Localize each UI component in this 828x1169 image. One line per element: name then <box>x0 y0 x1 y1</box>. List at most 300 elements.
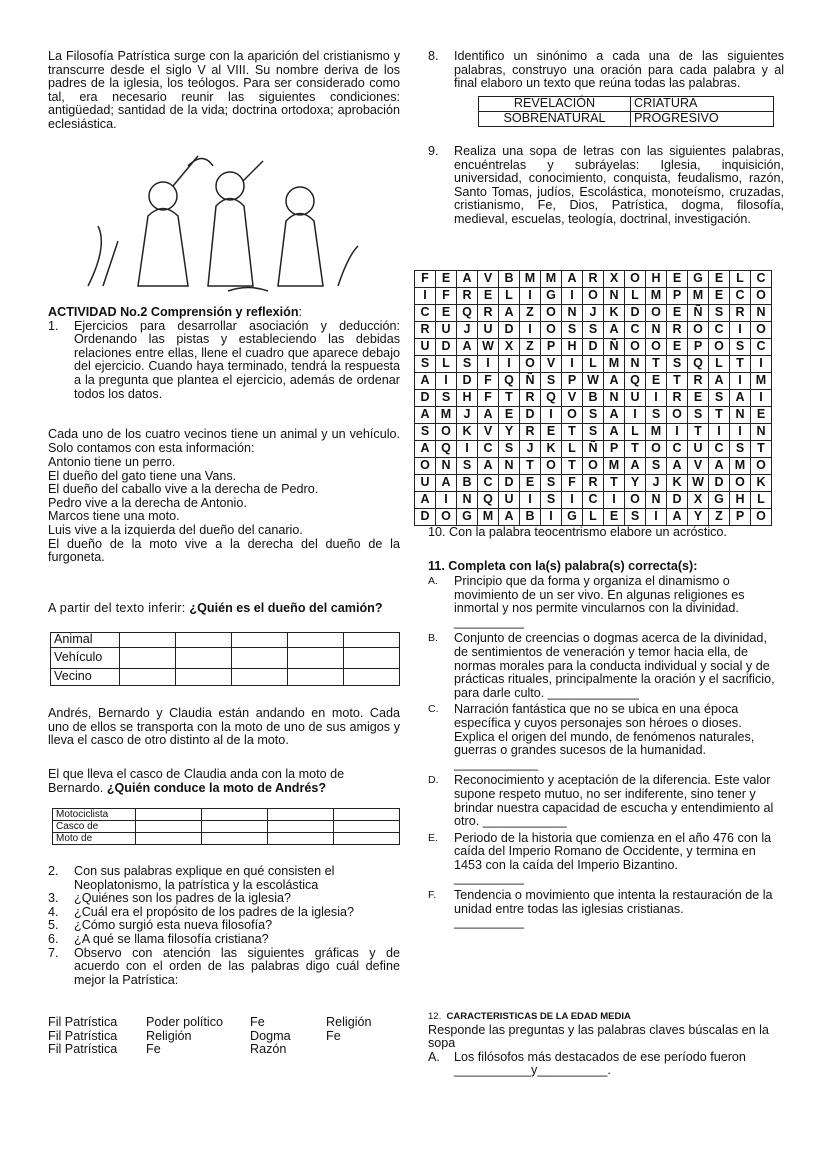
grid-letter[interactable]: A <box>499 509 520 526</box>
grid-letter[interactable]: L <box>730 271 751 288</box>
grid-letter[interactable]: X <box>688 492 709 509</box>
grid-letter[interactable]: U <box>415 475 436 492</box>
grid-letter[interactable]: D <box>457 373 478 390</box>
grid-letter[interactable]: M <box>604 356 625 373</box>
grid-letter[interactable]: G <box>562 509 583 526</box>
puzzle-intro: Cada uno de los cuatro vecinos tiene un animal y un vehículo. Solo contamos con esta información: <box>48 427 400 455</box>
grid-letter[interactable]: D <box>415 509 436 526</box>
grid-letter[interactable]: S <box>625 509 646 526</box>
grid-letter[interactable]: I <box>625 407 646 424</box>
grid-letter[interactable]: U <box>415 339 436 356</box>
grid-letter[interactable]: O <box>688 322 709 339</box>
cell[interactable] <box>176 648 232 669</box>
q-text: ¿Cómo surgió esta nueva filosofía? <box>74 918 273 933</box>
grid-letter[interactable]: D <box>520 407 541 424</box>
grid-letter[interactable]: R <box>730 305 751 322</box>
grid-letter[interactable]: O <box>541 305 562 322</box>
grid-letter[interactable]: P <box>667 288 688 305</box>
grid-letter[interactable]: Q <box>436 441 457 458</box>
grid-letter[interactable]: A <box>604 407 625 424</box>
cell[interactable] <box>232 669 288 686</box>
grid-letter[interactable]: T <box>520 458 541 475</box>
answer-blank[interactable]: ____________ <box>454 756 539 771</box>
grid-letter[interactable]: E <box>709 271 730 288</box>
grid-letter[interactable]: A <box>415 373 436 390</box>
grid-letter[interactable]: L <box>583 509 604 526</box>
grid-letter[interactable]: T <box>667 373 688 390</box>
grid-letter[interactable]: O <box>625 492 646 509</box>
grid-letter[interactable]: O <box>583 458 604 475</box>
cell[interactable] <box>268 821 334 833</box>
grid-letter[interactable]: M <box>604 458 625 475</box>
grid-letter[interactable]: E <box>541 424 562 441</box>
grid-letter[interactable]: N <box>646 322 667 339</box>
grid-letter[interactable]: C <box>415 305 436 322</box>
grid-letter[interactable]: E <box>751 407 772 424</box>
cell[interactable] <box>120 633 176 648</box>
grid-letter[interactable]: K <box>457 424 478 441</box>
grid-letter[interactable]: S <box>730 339 751 356</box>
grid-letter[interactable]: I <box>730 373 751 390</box>
grid-letter[interactable]: C <box>625 322 646 339</box>
grid-letter[interactable]: E <box>688 390 709 407</box>
grid-letter[interactable]: R <box>667 390 688 407</box>
grid-letter[interactable]: A <box>667 509 688 526</box>
grid-letter[interactable]: T <box>499 390 520 407</box>
grid-letter[interactable]: R <box>478 305 499 322</box>
grid-letter[interactable]: M <box>646 424 667 441</box>
grid-letter[interactable]: S <box>646 458 667 475</box>
grid-letter[interactable]: Y <box>625 475 646 492</box>
grid-letter[interactable]: R <box>520 424 541 441</box>
grid-letter[interactable]: A <box>436 475 457 492</box>
grid-letter[interactable]: T <box>646 356 667 373</box>
answer-blank[interactable]: ____________ <box>479 814 567 829</box>
grid-letter[interactable]: N <box>751 424 772 441</box>
grid-letter[interactable]: X <box>499 339 520 356</box>
grid-letter[interactable]: E <box>499 407 520 424</box>
grid-letter[interactable]: R <box>583 271 604 288</box>
answer-blank[interactable]: ___________y__________. <box>454 1063 611 1078</box>
grid-letter[interactable]: R <box>457 288 478 305</box>
grid-letter[interactable]: O <box>751 322 772 339</box>
grid-letter[interactable]: D <box>709 475 730 492</box>
grid-letter[interactable]: I <box>751 390 772 407</box>
grid-letter[interactable]: D <box>415 390 436 407</box>
grid-letter[interactable]: U <box>478 322 499 339</box>
grid-letter[interactable]: F <box>415 271 436 288</box>
grid-letter[interactable]: O <box>436 509 457 526</box>
grid-letter[interactable]: A <box>604 424 625 441</box>
grid-letter[interactable]: K <box>751 475 772 492</box>
grid-letter[interactable]: P <box>688 339 709 356</box>
grid-letter[interactable]: S <box>415 356 436 373</box>
grid-letter[interactable]: L <box>583 356 604 373</box>
grid-row <box>415 458 772 475</box>
grid-letter[interactable]: I <box>751 356 772 373</box>
grid-letter[interactable]: V <box>478 271 499 288</box>
grid-letter[interactable]: I <box>415 288 436 305</box>
grid-letter[interactable]: E <box>667 271 688 288</box>
grid-letter[interactable]: T <box>604 475 625 492</box>
grid-letter[interactable]: I <box>604 492 625 509</box>
grid-letter[interactable]: A <box>478 458 499 475</box>
grid-letter[interactable]: E <box>436 305 457 322</box>
grid-letter[interactable]: W <box>583 373 604 390</box>
grid-letter[interactable]: S <box>730 441 751 458</box>
grid-letter[interactable]: S <box>436 390 457 407</box>
grid-letter[interactable]: A <box>478 407 499 424</box>
grid-letter[interactable]: Ñ <box>520 373 541 390</box>
grid-letter[interactable]: D <box>499 322 520 339</box>
grid-letter[interactable]: H <box>646 271 667 288</box>
grid-letter[interactable]: O <box>541 322 562 339</box>
grid-letter[interactable]: K <box>667 475 688 492</box>
grid-letter[interactable]: L <box>499 288 520 305</box>
grid-letter[interactable]: T <box>562 424 583 441</box>
answer-blank[interactable]: __________ <box>454 915 525 930</box>
grid-letter[interactable]: Ñ <box>583 441 604 458</box>
grid-letter[interactable]: A <box>604 373 625 390</box>
grid-letter[interactable]: P <box>541 339 562 356</box>
grid-letter[interactable]: M <box>541 271 562 288</box>
item-text: Reconocimiento y aceptación de la diferencia. Este valor supone respeto mutuo, no ser indiferente, sino tener y brindar nuestra capacidad de escucha y entendimiento al otro. <box>454 773 774 829</box>
grid-letter[interactable]: M <box>478 509 499 526</box>
grid-letter[interactable]: I <box>562 492 583 509</box>
grid-letter[interactable]: Q <box>499 373 520 390</box>
grid-letter[interactable]: N <box>562 305 583 322</box>
grid-letter[interactable]: A <box>709 373 730 390</box>
grid-letter[interactable]: S <box>583 424 604 441</box>
grid-letter[interactable]: D <box>625 305 646 322</box>
cell[interactable] <box>268 833 334 845</box>
grid-letter[interactable]: I <box>520 322 541 339</box>
grid-letter[interactable]: C <box>709 441 730 458</box>
grid-letter[interactable]: N <box>730 407 751 424</box>
grid-letter[interactable]: T <box>709 407 730 424</box>
grid-letter[interactable]: V <box>478 424 499 441</box>
grid-letter[interactable]: S <box>688 407 709 424</box>
grid-letter[interactable]: I <box>730 424 751 441</box>
grid-letter[interactable]: S <box>646 407 667 424</box>
grid-letter[interactable]: A <box>415 407 436 424</box>
grid-letter[interactable]: G <box>688 271 709 288</box>
grid-letter[interactable]: O <box>751 288 772 305</box>
grid-letter[interactable]: I <box>541 407 562 424</box>
grid-letter[interactable]: T <box>751 441 772 458</box>
grid-letter[interactable]: I <box>520 492 541 509</box>
grid-letter[interactable]: C <box>478 475 499 492</box>
grid-letter[interactable]: Z <box>520 305 541 322</box>
grid-letter[interactable]: I <box>436 492 457 509</box>
grid-letter[interactable]: O <box>646 305 667 322</box>
grid-letter[interactable]: H <box>730 492 751 509</box>
grid-letter[interactable]: A <box>415 492 436 509</box>
grid-letter[interactable]: O <box>583 288 604 305</box>
grid-letter[interactable]: L <box>709 356 730 373</box>
grid-letter[interactable]: H <box>457 390 478 407</box>
grid-letter[interactable]: Y <box>688 509 709 526</box>
cell[interactable] <box>136 809 202 821</box>
row-label: Animal <box>51 633 120 648</box>
grid-letter[interactable]: N <box>499 458 520 475</box>
grid-letter[interactable]: A <box>457 339 478 356</box>
q-text: Observo con atención las siguientes gráficas y de acuerdo con el orden de las palabras digo cuál define mejor la Patrística: <box>74 945 400 987</box>
grid-letter[interactable]: E <box>667 339 688 356</box>
grid-letter[interactable]: A <box>415 441 436 458</box>
grid-letter[interactable]: I <box>457 441 478 458</box>
grid-letter[interactable]: B <box>499 271 520 288</box>
grid-letter[interactable]: T <box>730 356 751 373</box>
cell[interactable] <box>334 833 400 845</box>
grid-letter[interactable]: C <box>478 441 499 458</box>
grid-letter[interactable]: A <box>562 271 583 288</box>
grid-letter[interactable]: M <box>751 373 772 390</box>
grid-letter[interactable]: A <box>709 458 730 475</box>
cell[interactable] <box>268 809 334 821</box>
grid-letter[interactable]: R <box>415 322 436 339</box>
grid-letter[interactable]: O <box>751 458 772 475</box>
cell[interactable] <box>176 633 232 648</box>
grid-letter[interactable]: S <box>541 475 562 492</box>
grid-letter[interactable]: D <box>499 475 520 492</box>
grid-letter[interactable]: S <box>583 407 604 424</box>
grid-letter[interactable]: I <box>646 390 667 407</box>
grid-letter[interactable]: V <box>562 390 583 407</box>
grid-letter[interactable]: U <box>688 441 709 458</box>
grid-letter[interactable]: T <box>625 441 646 458</box>
cell[interactable] <box>288 669 344 686</box>
grid-letter[interactable]: A <box>625 458 646 475</box>
grid-letter[interactable]: E <box>709 288 730 305</box>
grid-letter[interactable]: E <box>646 373 667 390</box>
cell[interactable] <box>202 809 268 821</box>
cell[interactable] <box>176 669 232 686</box>
grid-letter[interactable]: X <box>604 271 625 288</box>
grid-letter[interactable]: R <box>688 373 709 390</box>
cell[interactable] <box>120 648 176 669</box>
grid-letter[interactable]: N <box>604 390 625 407</box>
grid-letter[interactable]: S <box>562 322 583 339</box>
grid-letter[interactable]: N <box>436 458 457 475</box>
grid-letter[interactable]: O <box>562 407 583 424</box>
grid-letter[interactable]: O <box>541 458 562 475</box>
grid-letter[interactable]: I <box>562 356 583 373</box>
grid-letter[interactable]: L <box>436 356 457 373</box>
grid-letter[interactable]: Q <box>457 305 478 322</box>
grid-letter[interactable]: B <box>583 390 604 407</box>
grid-letter[interactable]: O <box>625 271 646 288</box>
grid-letter[interactable]: I <box>499 356 520 373</box>
cell[interactable] <box>288 633 344 648</box>
grid-letter[interactable]: L <box>625 288 646 305</box>
grid-letter[interactable]: C <box>667 441 688 458</box>
grid-letter[interactable]: F <box>436 288 457 305</box>
grid-letter[interactable]: S <box>457 458 478 475</box>
grid-letter[interactable]: V <box>541 356 562 373</box>
grid-letter[interactable]: O <box>415 458 436 475</box>
item-text: Conjunto de creencias o dogmas acerca de la divinidad, de sentimientos de veneración y temor hacia ella, de normas morales para la conducta individual y social y de prácticas rituales, principalmente la oración y el sacrificio, para darle culto. <box>454 631 775 700</box>
grid-letter[interactable]: Q <box>688 356 709 373</box>
grid-letter[interactable]: T <box>562 458 583 475</box>
grid-letter[interactable]: Z <box>520 339 541 356</box>
grid-letter[interactable]: Q <box>541 390 562 407</box>
grid-letter[interactable]: I <box>730 322 751 339</box>
grid-letter[interactable]: J <box>457 407 478 424</box>
grid-letter[interactable]: A <box>730 390 751 407</box>
grid-letter[interactable]: S <box>541 492 562 509</box>
grid-letter[interactable]: S <box>457 356 478 373</box>
grid-letter[interactable]: E <box>667 305 688 322</box>
grid-letter[interactable]: G <box>457 509 478 526</box>
grid-letter[interactable]: I <box>709 424 730 441</box>
grid-letter[interactable]: M <box>688 288 709 305</box>
grid-letter[interactable]: V <box>688 458 709 475</box>
grid-letter[interactable]: A <box>457 271 478 288</box>
grid-letter[interactable]: K <box>541 441 562 458</box>
cell[interactable] <box>344 633 400 648</box>
grid-letter[interactable]: J <box>583 305 604 322</box>
grid-letter[interactable]: M <box>436 407 457 424</box>
grid-letter[interactable]: B <box>457 475 478 492</box>
colon: : <box>298 305 303 319</box>
grid-letter[interactable]: Q <box>478 492 499 509</box>
grid-letter[interactable]: W <box>688 475 709 492</box>
cell[interactable] <box>232 633 288 648</box>
grid-letter[interactable]: S <box>415 424 436 441</box>
cell[interactable] <box>288 648 344 669</box>
grid-letter[interactable]: U <box>436 322 457 339</box>
cell[interactable] <box>232 648 288 669</box>
grid-letter[interactable]: N <box>457 492 478 509</box>
cell[interactable] <box>202 821 268 833</box>
grid-letter[interactable]: W <box>478 339 499 356</box>
grid-letter[interactable]: P <box>562 373 583 390</box>
grid-letter[interactable]: B <box>520 509 541 526</box>
answer-blank[interactable]: _____________ <box>544 685 639 700</box>
answer-blank[interactable]: __________ <box>454 614 525 629</box>
cell[interactable] <box>202 833 268 845</box>
grid-letter[interactable]: A <box>604 322 625 339</box>
grid-letter[interactable]: O <box>625 339 646 356</box>
grid-letter[interactable]: J <box>646 475 667 492</box>
grid-letter[interactable]: G <box>709 492 730 509</box>
grid-letter[interactable]: Q <box>625 373 646 390</box>
grid-letter[interactable]: O <box>646 339 667 356</box>
grid-letter[interactable]: I <box>520 288 541 305</box>
grid-letter[interactable]: N <box>625 356 646 373</box>
grid-letter[interactable]: C <box>583 492 604 509</box>
grid-letter[interactable]: D <box>436 339 457 356</box>
grid-letter[interactable]: N <box>646 492 667 509</box>
grid-letter[interactable]: I <box>562 288 583 305</box>
grid-letter[interactable]: S <box>583 322 604 339</box>
grid-letter[interactable]: M <box>646 288 667 305</box>
grid-letter[interactable]: I <box>478 356 499 373</box>
grid-letter[interactable]: S <box>499 441 520 458</box>
grid-row <box>415 271 772 288</box>
grid-letter[interactable]: N <box>604 288 625 305</box>
cell[interactable] <box>136 833 202 845</box>
cell[interactable] <box>120 669 176 686</box>
grid-letter[interactable]: O <box>520 356 541 373</box>
grid-letter[interactable]: M <box>730 458 751 475</box>
grid-letter[interactable]: C <box>709 322 730 339</box>
grid-letter[interactable]: M <box>520 271 541 288</box>
grid-letter[interactable]: R <box>583 475 604 492</box>
grid-letter[interactable]: F <box>562 475 583 492</box>
grid-letter[interactable]: N <box>751 305 772 322</box>
cell[interactable] <box>344 648 400 669</box>
grid-letter[interactable]: O <box>667 407 688 424</box>
grid-letter[interactable]: S <box>709 390 730 407</box>
grid-letter[interactable]: I <box>436 373 457 390</box>
cell[interactable] <box>344 669 400 686</box>
cell[interactable] <box>334 821 400 833</box>
grid-letter[interactable]: F <box>478 373 499 390</box>
grid-letter[interactable]: A <box>667 458 688 475</box>
cell[interactable] <box>334 809 400 821</box>
grid-letter[interactable]: R <box>520 390 541 407</box>
grid-letter[interactable]: D <box>583 339 604 356</box>
grid-letter[interactable]: E <box>604 509 625 526</box>
grid-letter[interactable]: C <box>751 339 772 356</box>
grid-letter[interactable]: D <box>667 492 688 509</box>
grid-letter[interactable]: G <box>541 288 562 305</box>
grid-letter[interactable]: E <box>520 475 541 492</box>
grid-letter[interactable]: H <box>562 339 583 356</box>
grid-letter[interactable]: O <box>751 509 772 526</box>
q-text: ¿Quiénes son los padres de la iglesia? <box>74 891 292 906</box>
grid-letter[interactable]: O <box>646 441 667 458</box>
cell[interactable] <box>136 821 202 833</box>
grid-letter[interactable]: K <box>604 305 625 322</box>
grid-letter[interactable]: A <box>499 305 520 322</box>
grid-letter[interactable]: Y <box>499 424 520 441</box>
grid-letter[interactable]: R <box>667 322 688 339</box>
answer-blank[interactable]: __________ <box>454 871 525 886</box>
grid-letter[interactable]: L <box>751 492 772 509</box>
grid-letter[interactable]: L <box>562 441 583 458</box>
grid-letter[interactable]: C <box>751 271 772 288</box>
grid-letter[interactable]: I <box>541 509 562 526</box>
grid-letter[interactable]: O <box>730 475 751 492</box>
grid-letter[interactable]: E <box>478 288 499 305</box>
grid-letter[interactable]: Z <box>709 509 730 526</box>
grid-letter[interactable]: I <box>667 424 688 441</box>
grid-letter[interactable]: S <box>541 373 562 390</box>
grid-letter[interactable]: I <box>646 509 667 526</box>
grid-letter[interactable]: E <box>436 271 457 288</box>
grid-letter[interactable]: S <box>667 356 688 373</box>
grid-letter[interactable]: C <box>730 288 751 305</box>
grid-letter[interactable]: F <box>478 390 499 407</box>
grid-letter[interactable]: J <box>457 322 478 339</box>
graphic-word: Religión <box>146 1028 192 1043</box>
grid-letter[interactable]: S <box>709 305 730 322</box>
grid-letter[interactable]: L <box>625 424 646 441</box>
grid-letter[interactable]: O <box>436 424 457 441</box>
grid-letter[interactable]: Ñ <box>688 305 709 322</box>
grid-letter[interactable]: U <box>499 492 520 509</box>
grid-letter[interactable]: Ñ <box>604 339 625 356</box>
grid-letter[interactable]: U <box>625 390 646 407</box>
grid-letter[interactable]: T <box>688 424 709 441</box>
grid-letter[interactable]: P <box>730 509 751 526</box>
grid-letter[interactable]: J <box>520 441 541 458</box>
grid-letter[interactable]: O <box>709 339 730 356</box>
grid-letter[interactable]: P <box>604 441 625 458</box>
